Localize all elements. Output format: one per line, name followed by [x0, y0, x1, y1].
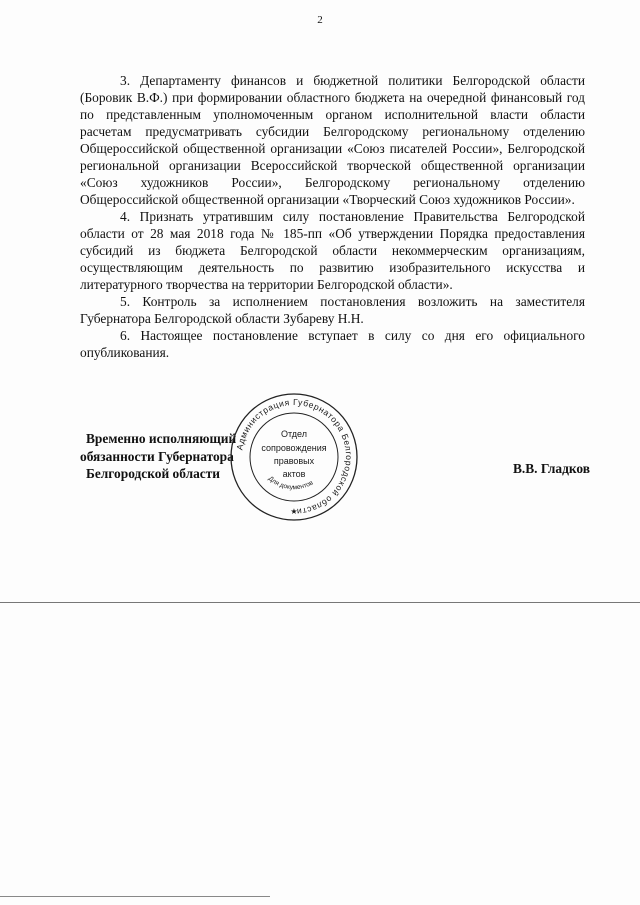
official-stamp: [229, 392, 359, 522]
footer-divider: [0, 896, 270, 897]
stamp-inner-line-2: сопровождения: [261, 443, 327, 453]
signatory-name: В.В. Гладков: [512, 461, 590, 476]
stamp-inner-line-1: Отдел: [280, 429, 308, 439]
page-number: 2: [317, 14, 323, 26]
paragraph-3: 3. Департаменту финансов и бюджетной политики Белгородской области (Боровик В.Ф.) при формировании областного бюджета на очередной финансовый год по представленным уполномоченным органом исполнительной власти области расчетам предусматривать субсидии Белгородскому региональному отделению Общероссийской общественной организации «Союз писателей России», Белгородской региональной организации Всероссийской творческой общественной организации «Союз художников России», Белгородскому региональному отделению Общероссийской общественной организации «Творческий Союз художников России».: [80, 73, 585, 207]
stamp-inner-line-3: правовых: [273, 456, 315, 466]
paragraph-4: 4. Признать утратившим силу постановление Правительства Белгородской области от 28 мая 2018 года № 185-пп «Об утверждении Порядка предоставления субсидий из бюджета Белгородской области некоммерческим организациям, осуществляющим деятельность по развитию изобразительного искусства и литературного творчества на территории Белгородской области».: [80, 209, 585, 292]
stamp-outer-text: Администрация Губернатора Белгородской области: [234, 396, 355, 517]
page-divider: [0, 602, 640, 603]
paragraph-5: 5. Контроль за исполнением постановления возложить на заместителя Губернатора Белгородской области Зубареву Н.Н.: [80, 294, 585, 326]
star-icon: ★: [290, 507, 298, 516]
stamp-bottom-text: Для документов: [266, 475, 315, 492]
signatory-title-line-3: Белгородской области: [86, 466, 221, 481]
signatory-title-line-1: Временно исполняющий: [86, 431, 237, 446]
stamp-inner-line-4: актов: [282, 469, 306, 479]
signatory-title-line-2: обязанности Губернатора: [80, 448, 234, 464]
paragraph-6: 6. Настоящее постановление вступает в силу со дня его официального опубликования.: [80, 328, 585, 360]
document-body: [80, 72, 585, 361]
